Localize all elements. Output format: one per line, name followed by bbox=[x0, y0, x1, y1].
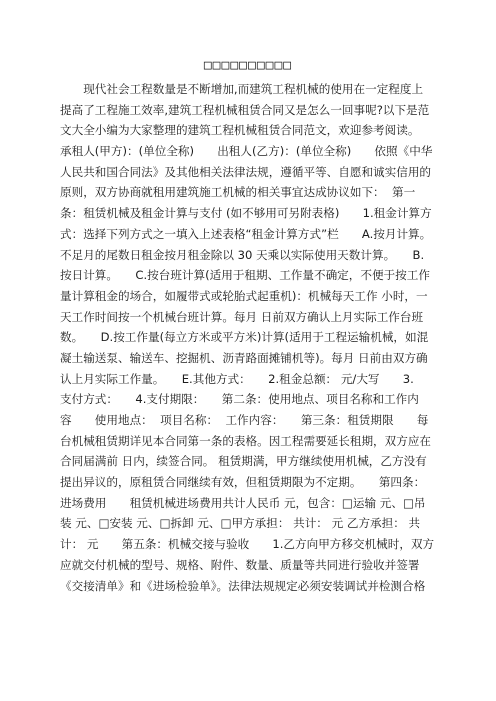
body-line: 台机械租赁期详见本合同第一条的表格。因工程需要延长租期，双方应在 bbox=[60, 433, 432, 448]
body-line: 《交接清单》和《进场检验单》。法律法规规定必须安装调试并检测合格 bbox=[60, 578, 426, 593]
body-line: 进场费用 租赁机械进场费用共计人民币 元，包含：□运输 元、□吊 bbox=[60, 495, 426, 510]
body-line: 应就交付机械的型号、规格、附件、数量、质量等共同进行验收并签署 bbox=[60, 557, 420, 572]
body-line: 文大全小编为大家整理的建筑工程机械租赁合同范文，欢迎参考阅读。 bbox=[60, 123, 420, 138]
body-line: 数。 D.按工作量(每立方米或平方米)计算(适用于工程运输机械，如混 bbox=[60, 330, 429, 345]
body-line: 计： 元 第五条：机械交接与验收 1.乙方向甲方移交机械时，双方 bbox=[60, 537, 435, 552]
body-line: 条：租赁机械及租金计算与支付 (如不够用可另附表格) 1.租金计算方 bbox=[60, 206, 432, 221]
body-line: 容 使用地点： 项目名称： 工作内容： 第三条：租赁期限 每 bbox=[60, 413, 429, 427]
body-line: 不足月的尾数日租金按月租金除以 30 天乘以实际使用天数计算。 B. bbox=[60, 247, 425, 262]
body-line: 按日计算。 C.按台班计算(适用于租期、工作量不确定，不便于按工作 bbox=[60, 268, 430, 283]
document-body bbox=[60, 79, 436, 596]
body-line: 承租人(甲方)：(单位全称) 出租人(乙方)：(单位全称) 依照《中华 bbox=[60, 144, 433, 159]
body-line: 人民共和国合同法》及其他相关法律法规，遵循平等、自愿和诚实信用的 bbox=[60, 164, 432, 179]
body-line: 现代社会工程数量是不断增加,而建筑工程机械的使用在一定程度上 bbox=[60, 82, 424, 96]
document-title: □□□□□□□□□□ bbox=[203, 58, 293, 73]
body-line: 凝土输送泵、输送车、挖掘机、沥青路面摊铺机等)。每月 日前由双方确 bbox=[60, 350, 428, 365]
body-line: 原则，双方协商就租用建筑施工机械的相关事宜达成协议如下： 第一 bbox=[60, 185, 416, 200]
body-line: 式：选择下列方式之一填入上述表格“租金计算方式”栏 A.按月计算。 bbox=[60, 226, 432, 241]
body-line: 量计算租金的场合，如履带式或轮胎式起重机)：机械每天工作 小时，一 bbox=[60, 288, 428, 303]
body-line: 支付方式： 4.支付期限： 第二条：使用地点、项目名称和工作内 bbox=[60, 392, 419, 407]
body-line: 合同届满前 日内，续签合同。 租赁期满，甲方继续使用机械，乙方没有 bbox=[60, 454, 427, 469]
body-line: 装 元、□安装 元、□拆卸 元、□甲方承担： 共计： 元 乙方承担： 共 bbox=[60, 516, 421, 531]
body-line: 认上月实际工作量。 E.其他方式： 2.租金总额： 元/大写 3. bbox=[60, 371, 414, 386]
body-line: 天工作时间按一个机械台班计算。每月 日前双方确认上月实际工作台班 bbox=[60, 309, 424, 324]
body-line: 提出异议的，原租赁合同继续有效，但租赁期限为不定期。 第四条： bbox=[60, 475, 426, 490]
body-line: 提高了工程施工效率,建筑工程机械租赁合同又是怎么一回事呢?以下是范 bbox=[60, 102, 430, 117]
